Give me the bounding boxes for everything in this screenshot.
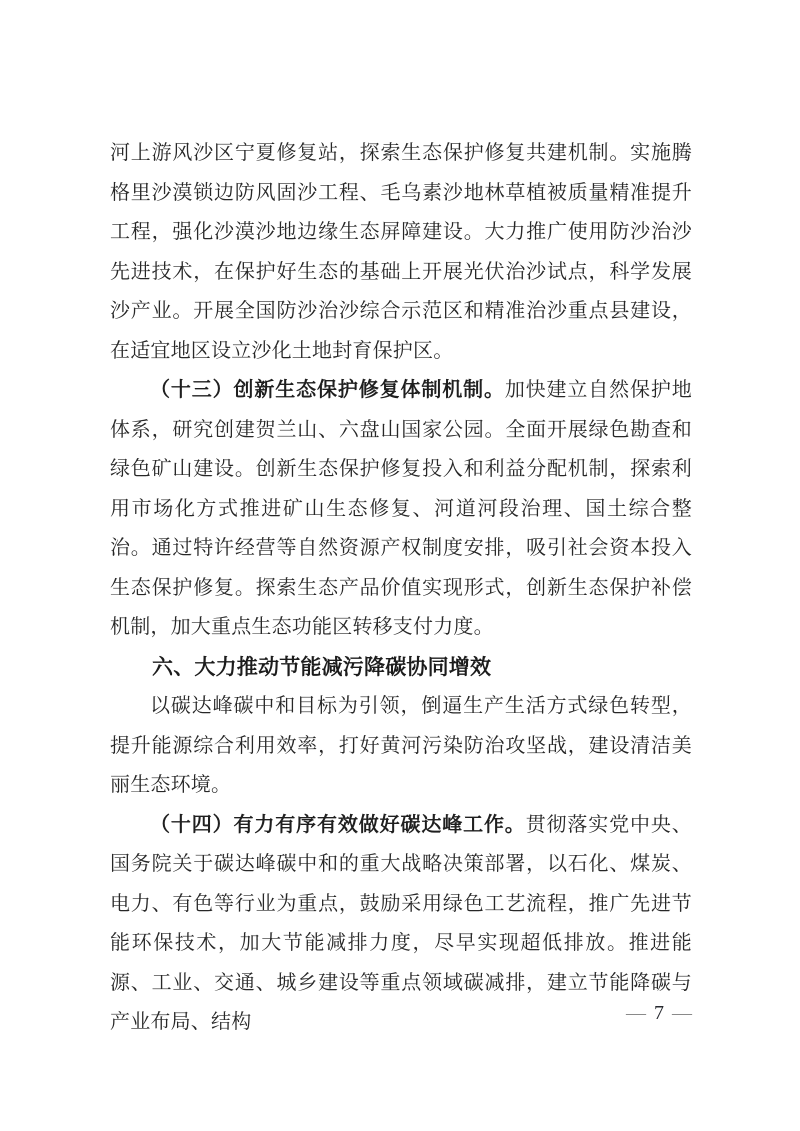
paragraph-item-14 [110, 806, 692, 1043]
item-14-text: 贯彻落实党中央、国务院关于碳达峰碳中和的重大战略决策部署，以石化、煤炭、电力、有色等行业为重点，鼓励采用绿色工艺流程，推广先进节能环保技术，加大节能减排力度，尽早实现超低排放。推进能源、工业、交通、城乡建设等重点领域碳减排，建立节能降碳与产业布局、结构 [110, 813, 692, 1033]
section-heading-6: 六、大力推动节能减污降碳协同增效 [152, 655, 492, 679]
item-14-title: （十四）有力有序有效做好碳达峰工作。 [150, 813, 526, 836]
paragraph-section-intro: 以碳达峰碳中和目标为引领，倒逼生产生活方式绿色转型，提升能源综合利用效率，打好黄河污染防治攻坚战，建设清洁美丽生态环境。 [110, 695, 692, 796]
paragraph-continuation: 河上游风沙区宁夏修复站，探索生态保护修复共建机制。实施腾格里沙漠锁边防风固沙工程、毛乌素沙地林草植被质量精准提升工程，强化沙漠沙地边缘生态屏障建设。大力推广使用防沙治沙先进技术，在保护好生态的基础上开展光伏治沙试点，科学发展沙产业。开展全国防沙治沙综合示范区和精准治沙重点县建设，在适宜地区设立沙化土地封育保护区。 [110, 142, 692, 362]
paragraph-item-13 [110, 371, 692, 648]
item-13-title: （十三）创新生态保护修复体制机制。 [150, 379, 505, 401]
page-number-dash-left: — [626, 1002, 646, 1024]
page-number-dash-right: — [672, 1002, 692, 1024]
page-number-value: 7 [654, 1002, 664, 1024]
item-13-text: 加快建立自然保护地体系，研究创建贺兰山、六盘山国家公园。全面开展绿色勘查和绿色矿山建设。创新生态保护修复投入和利益分配机制，探索利用市场化方式推进矿山生态修复、河道河段治理、国土综合整治。通过特许经营等自然资源产权制度安排，吸引社会资本投入生态保护修复。探索生态产品价值实现形式，创新生态保护补偿机制，加大重点生态功能区转移支付力度。 [110, 379, 692, 638]
document-content [110, 134, 692, 1043]
page-number [624, 1001, 694, 1025]
